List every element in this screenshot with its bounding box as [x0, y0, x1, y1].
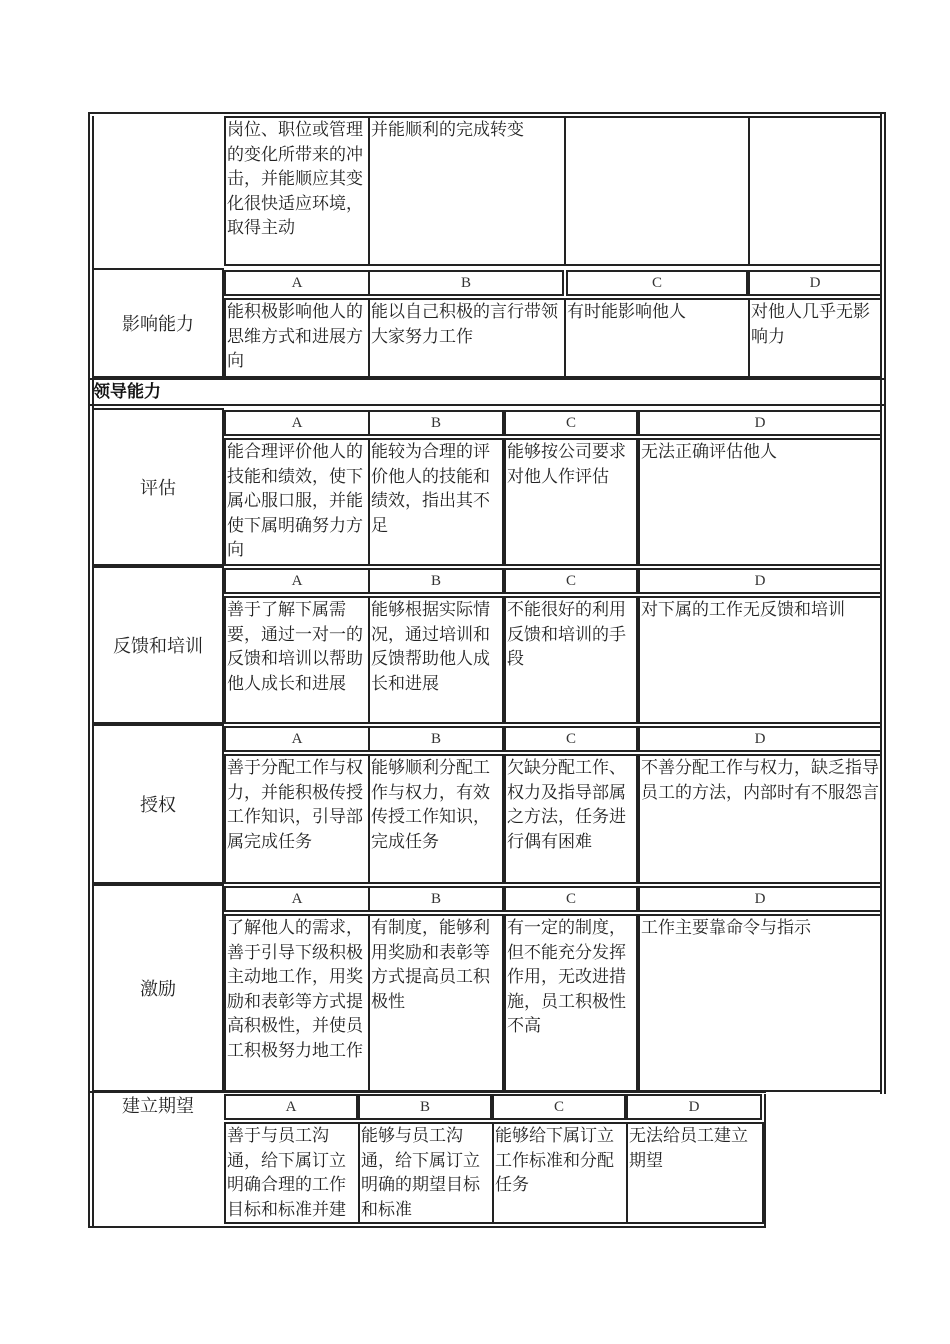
feedback-label: 反馈和培训	[92, 566, 224, 724]
delegation-grade-b: B	[368, 726, 504, 752]
feedback-cell-b: 能够根据实际情况，通过培训和反馈帮助他人成长和进展	[368, 596, 504, 724]
influence-grade-d: D	[748, 270, 882, 296]
influence-grade-b: B	[368, 270, 564, 296]
table-border-left	[88, 112, 90, 1228]
delegation-label: 授权	[92, 724, 224, 884]
evaluation-cell-a: 能合理评价他人的技能和绩效，使下属心服口服，并能使下属明确努力方向	[224, 438, 370, 566]
delegation-cell-c: 欠缺分配工作、权力及指导部属之方法，任务进行偶有困难	[504, 754, 638, 884]
expectation-cell-c: 能够给下属订立工作标准和分配任务	[492, 1122, 628, 1224]
evaluation-label: 评估	[92, 408, 224, 566]
expectation-right-border	[764, 1094, 766, 1228]
motivation-grade-d: D	[638, 886, 882, 912]
feedback-grade-d: D	[638, 568, 882, 594]
influence-cell-c: 有时能影响他人	[564, 298, 750, 378]
feedback-grade-a: A	[224, 568, 370, 594]
influence-grade-a: A	[224, 270, 370, 296]
table-border-right-outer	[884, 112, 886, 1094]
feedback-cell-d: 对下属的工作无反馈和培训	[638, 596, 882, 724]
section-leadership-heading: 领导能力	[93, 382, 161, 402]
motivation-cell-d: 工作主要靠命令与指示	[638, 914, 882, 1092]
evaluation-cell-c: 能够按公司要求对他人作评估	[504, 438, 638, 566]
motivation-cell-b: 有制度，能够利用奖励和表彰等方式提高员工积极性	[368, 914, 504, 1092]
section-divider-bottom	[88, 404, 884, 406]
expectation-cell-b: 能够与员工沟通，给下属订立明确的期望目标和标准	[358, 1122, 494, 1224]
influence-cell-d: 对他人几乎无影响力	[748, 298, 882, 378]
motivation-cell-c: 有一定的制度，但不能充分发挥作用，无改进措施，员工积极性不高	[504, 914, 638, 1092]
motivation-label: 激励	[92, 884, 224, 1092]
influence-cell-a: 能积极影响他人的思维方式和进展方向	[224, 298, 370, 378]
evaluation-grade-c: C	[504, 410, 638, 436]
evaluation-cell-d: 无法正确评估他人	[638, 438, 882, 566]
delegation-grade-c: C	[504, 726, 638, 752]
influence-cell-b: 能以自己积极的言行带领大家努力工作	[368, 298, 566, 378]
top-row-cell-b: 并能顺利的完成转变	[368, 116, 566, 266]
top-row-cell-a: 岗位、职位或管理的变化所带来的冲击，并能顺应其变化很快适应环境，取得主动	[224, 116, 370, 266]
top-row-cell-c	[564, 116, 750, 266]
influence-label: 影响能力	[92, 268, 224, 378]
delegation-grade-a: A	[224, 726, 370, 752]
motivation-grade-b: B	[368, 886, 504, 912]
evaluation-cell-b: 能较为合理的评价他人的技能和绩效，指出其不足	[368, 438, 504, 566]
expectation-grade-c: C	[492, 1094, 626, 1120]
top-row-cell-d	[748, 116, 882, 266]
table-border-top	[88, 112, 884, 114]
delegation-grade-d: D	[638, 726, 882, 752]
feedback-cell-c: 不能很好的利用反馈和培训的手段	[504, 596, 638, 724]
evaluation-grade-a: A	[224, 410, 370, 436]
section-divider-top	[88, 378, 884, 380]
expectation-cell-a: 善于与员工沟通，给下属订立明确合理的工作目标和标准并建	[224, 1122, 360, 1224]
expectation-cell-d: 无法给员工建立期望	[626, 1122, 764, 1224]
delegation-cell-d: 不善分配工作与权力，缺乏指导员工的方法，内部时有不服怨言	[638, 754, 882, 884]
influence-grade-c: C	[566, 270, 748, 296]
evaluation-grade-d: D	[638, 410, 882, 436]
feedback-grade-c: C	[504, 568, 638, 594]
table-border-bottom	[88, 1226, 766, 1228]
delegation-cell-a: 善于分配工作与权力，并能积极传授工作知识，引导部属完成任务	[224, 754, 370, 884]
expectation-row-top-rule	[88, 1091, 766, 1093]
motivation-grade-c: C	[504, 886, 638, 912]
delegation-cell-b: 能够顺利分配工作与权力，有效传授工作知识，完成任务	[368, 754, 504, 884]
expectation-grade-d: D	[626, 1094, 762, 1120]
evaluation-grade-b: B	[368, 410, 504, 436]
motivation-cell-a: 了解他人的需求，善于引导下级积极主动地工作，用奖励和表彰等方式提高积极性，并使员工积极努力地工作	[224, 914, 370, 1092]
feedback-cell-a: 善于了解下属需要，通过一对一的反馈和培训以帮助他人成长和进展	[224, 596, 370, 724]
motivation-grade-a: A	[224, 886, 370, 912]
expectation-label: 建立期望	[122, 1096, 194, 1117]
expectation-grade-a: A	[224, 1094, 358, 1120]
expectation-grade-b: B	[358, 1094, 492, 1120]
feedback-grade-b: B	[368, 568, 504, 594]
